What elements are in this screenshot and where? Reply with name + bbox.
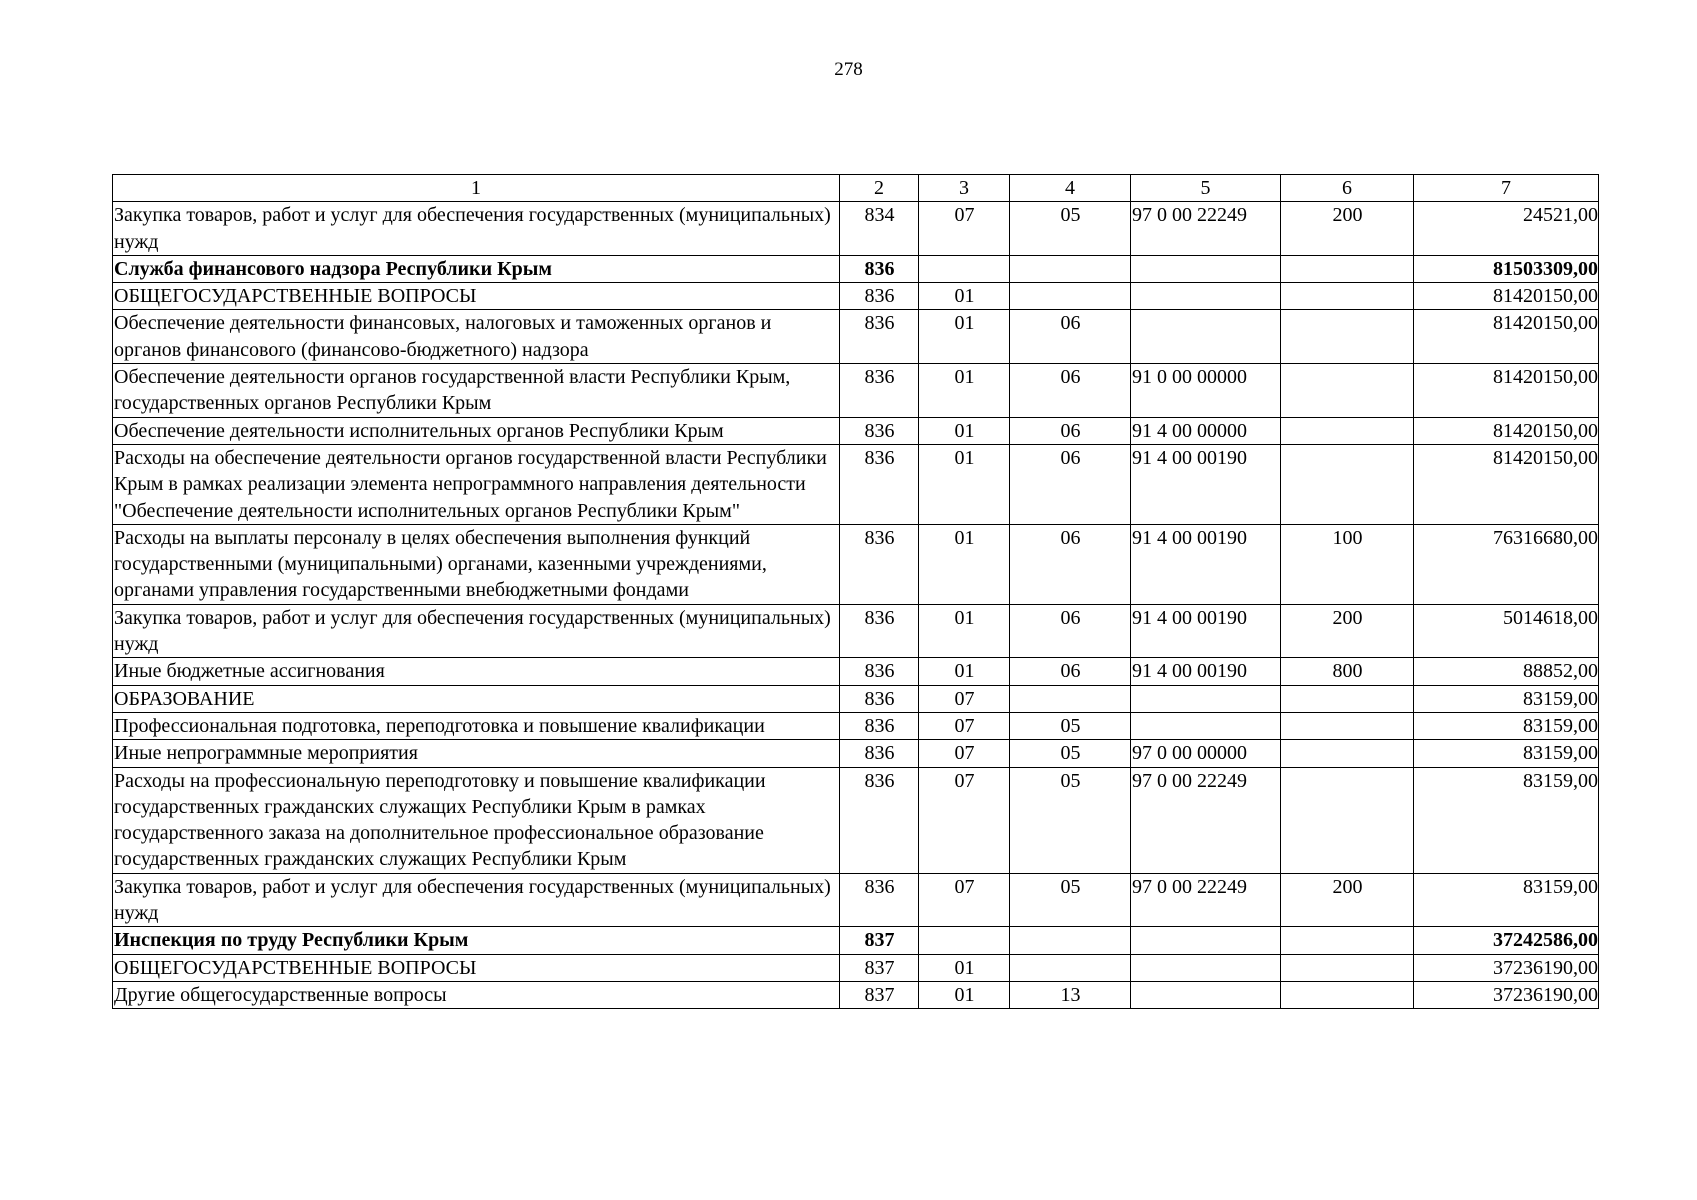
section-cell: 07 [919,740,1010,767]
amount-cell: 83159,00 [1414,712,1599,739]
ved-cell: 837 [840,954,919,981]
ved-cell: 837 [840,981,919,1008]
page-number: 278 [834,59,863,80]
header-col-1: 1 [113,175,840,202]
target-article-cell [1131,954,1281,981]
target-article-cell [1131,310,1281,364]
table-row [113,444,1599,524]
table-row [113,417,1599,444]
budget-table [112,174,1599,1009]
table-row [113,202,1599,256]
amount-cell: 37242586,00 [1414,927,1599,954]
subsection-cell [1010,954,1131,981]
expense-type-cell [1281,417,1414,444]
expense-type-cell [1281,981,1414,1008]
table-row [113,604,1599,658]
subsection-cell: 06 [1010,417,1131,444]
header-col-7: 7 [1414,175,1599,202]
ved-cell: 836 [840,364,919,418]
table-row [113,740,1599,767]
subsection-cell: 05 [1010,740,1131,767]
table-row [113,310,1599,364]
amount-cell: 88852,00 [1414,658,1599,685]
header-col-5: 5 [1131,175,1281,202]
ved-cell: 837 [840,927,919,954]
section-cell: 01 [919,981,1010,1008]
expense-type-cell [1281,310,1414,364]
item-name-cell: Иные непрограммные мероприятия [113,740,840,767]
target-article-cell [1131,927,1281,954]
amount-cell: 83159,00 [1414,685,1599,712]
target-article-cell [1131,712,1281,739]
section-cell: 07 [919,685,1010,712]
expense-type-cell: 800 [1281,658,1414,685]
section-cell: 01 [919,658,1010,685]
target-article-cell: 97 0 00 00000 [1131,740,1281,767]
subsection-cell: 06 [1010,604,1131,658]
item-name-cell: Обеспечение деятельности финансовых, налоговых и таможенных органов и органов финансового (финансово-бюджетного) надзора [113,310,840,364]
amount-cell: 81420150,00 [1414,364,1599,418]
expense-type-cell [1281,740,1414,767]
target-article-cell [1131,283,1281,310]
section-cell: 07 [919,873,1010,927]
subsection-cell: 05 [1010,712,1131,739]
table-header-row [113,175,1599,202]
amount-cell: 81420150,00 [1414,417,1599,444]
ved-cell: 836 [840,310,919,364]
amount-cell: 24521,00 [1414,202,1599,256]
header-col-4: 4 [1010,175,1131,202]
header-col-2: 2 [840,175,919,202]
amount-cell: 81503309,00 [1414,255,1599,282]
section-cell: 01 [919,524,1010,604]
expense-type-cell [1281,767,1414,873]
expense-type-cell: 200 [1281,873,1414,927]
expense-type-cell [1281,364,1414,418]
item-name-cell: Закупка товаров, работ и услуг для обеспечения государственных (муниципальных) нужд [113,202,840,256]
table-row [113,364,1599,418]
amount-cell: 81420150,00 [1414,310,1599,364]
item-name-cell: Расходы на выплаты персоналу в целях обеспечения выполнения функций государственными (муниципальными) органами, казенными учреждениями, органами управления государственными внебюджетными фондами [113,524,840,604]
header-col-6: 6 [1281,175,1414,202]
target-article-cell: 91 0 00 00000 [1131,364,1281,418]
target-article-cell: 91 4 00 00190 [1131,658,1281,685]
table-row [113,767,1599,873]
section-cell: 01 [919,954,1010,981]
header-col-3: 3 [919,175,1010,202]
section-cell: 01 [919,364,1010,418]
amount-cell: 83159,00 [1414,740,1599,767]
amount-cell: 83159,00 [1414,767,1599,873]
target-article-cell [1131,255,1281,282]
ved-cell: 836 [840,444,919,524]
ved-cell: 836 [840,685,919,712]
expense-type-cell [1281,685,1414,712]
amount-cell: 81420150,00 [1414,444,1599,524]
target-article-cell [1131,685,1281,712]
item-name-cell: Обеспечение деятельности исполнительных органов Республики Крым [113,417,840,444]
table-row [113,954,1599,981]
target-article-cell: 97 0 00 22249 [1131,202,1281,256]
expense-type-cell [1281,954,1414,981]
table-row [113,658,1599,685]
table-row [113,981,1599,1008]
item-name-cell: Обеспечение деятельности органов государственной власти Республики Крым, государственных органов Республики Крым [113,364,840,418]
amount-cell: 76316680,00 [1414,524,1599,604]
target-article-cell: 91 4 00 00000 [1131,417,1281,444]
expense-type-cell: 200 [1281,202,1414,256]
subsection-cell [1010,255,1131,282]
section-cell: 01 [919,444,1010,524]
ved-cell: 836 [840,658,919,685]
section-cell: 01 [919,283,1010,310]
subsection-cell: 06 [1010,310,1131,364]
amount-cell: 5014618,00 [1414,604,1599,658]
expense-type-cell [1281,712,1414,739]
ved-cell: 836 [840,417,919,444]
table-row [113,255,1599,282]
table-row [113,524,1599,604]
expense-type-cell: 200 [1281,604,1414,658]
item-name-cell: Закупка товаров, работ и услуг для обеспечения государственных (муниципальных) нужд [113,604,840,658]
target-article-cell: 97 0 00 22249 [1131,873,1281,927]
table-row [113,283,1599,310]
subsection-cell: 06 [1010,444,1131,524]
target-article-cell: 91 4 00 00190 [1131,524,1281,604]
table-row [113,712,1599,739]
target-article-cell: 97 0 00 22249 [1131,767,1281,873]
table-row [113,927,1599,954]
item-name-cell: Другие общегосударственные вопросы [113,981,840,1008]
table-body [113,202,1599,1009]
subsection-cell: 06 [1010,364,1131,418]
subsection-cell: 05 [1010,202,1131,256]
subsection-cell: 13 [1010,981,1131,1008]
subsection-cell [1010,685,1131,712]
subsection-cell: 06 [1010,658,1131,685]
expense-type-cell [1281,444,1414,524]
subsection-cell: 06 [1010,524,1131,604]
item-name-cell: Иные бюджетные ассигнования [113,658,840,685]
ved-cell: 834 [840,202,919,256]
subsection-cell [1010,283,1131,310]
expense-type-cell [1281,283,1414,310]
item-name-cell: Профессиональная подготовка, переподготовка и повышение квалификации [113,712,840,739]
ved-cell: 836 [840,524,919,604]
ved-cell: 836 [840,283,919,310]
expense-type-cell [1281,255,1414,282]
expense-type-cell: 100 [1281,524,1414,604]
item-name-cell: Расходы на профессиональную переподготовку и повышение квалификации государственных гражданских служащих Республики Крым в рамках государственного заказа на дополнительное профессиональное образование государственных гражданских служащих Республики Крым [113,767,840,873]
section-cell [919,255,1010,282]
subsection-cell: 05 [1010,873,1131,927]
section-cell: 07 [919,767,1010,873]
target-article-cell [1131,981,1281,1008]
table-row [113,685,1599,712]
amount-cell: 37236190,00 [1414,954,1599,981]
target-article-cell: 91 4 00 00190 [1131,604,1281,658]
expense-type-cell [1281,927,1414,954]
section-cell [919,927,1010,954]
section-cell: 01 [919,417,1010,444]
target-article-cell: 91 4 00 00190 [1131,444,1281,524]
amount-cell: 83159,00 [1414,873,1599,927]
section-cell: 07 [919,712,1010,739]
item-name-cell: ОБЩЕГОСУДАРСТВЕННЫЕ ВОПРОСЫ [113,954,840,981]
ved-cell: 836 [840,712,919,739]
subsection-cell [1010,927,1131,954]
section-cell: 07 [919,202,1010,256]
table-row [113,873,1599,927]
ved-cell: 836 [840,740,919,767]
item-name-cell: Инспекция по труду Республики Крым [113,927,840,954]
section-cell: 01 [919,310,1010,364]
item-name-cell: Закупка товаров, работ и услуг для обеспечения государственных (муниципальных) нужд [113,873,840,927]
item-name-cell: ОБЩЕГОСУДАРСТВЕННЫЕ ВОПРОСЫ [113,283,840,310]
section-cell: 01 [919,604,1010,658]
subsection-cell: 05 [1010,767,1131,873]
item-name-cell: Служба финансового надзора Республики Крым [113,255,840,282]
ved-cell: 836 [840,604,919,658]
item-name-cell: ОБРАЗОВАНИЕ [113,685,840,712]
item-name-cell: Расходы на обеспечение деятельности органов государственной власти Республики Крым в рамках реализации элемента непрограммного направления деятельности "Обеспечение деятельности исполнительных органов Республики Крым" [113,444,840,524]
amount-cell: 81420150,00 [1414,283,1599,310]
ved-cell: 836 [840,255,919,282]
ved-cell: 836 [840,873,919,927]
ved-cell: 836 [840,767,919,873]
amount-cell: 37236190,00 [1414,981,1599,1008]
